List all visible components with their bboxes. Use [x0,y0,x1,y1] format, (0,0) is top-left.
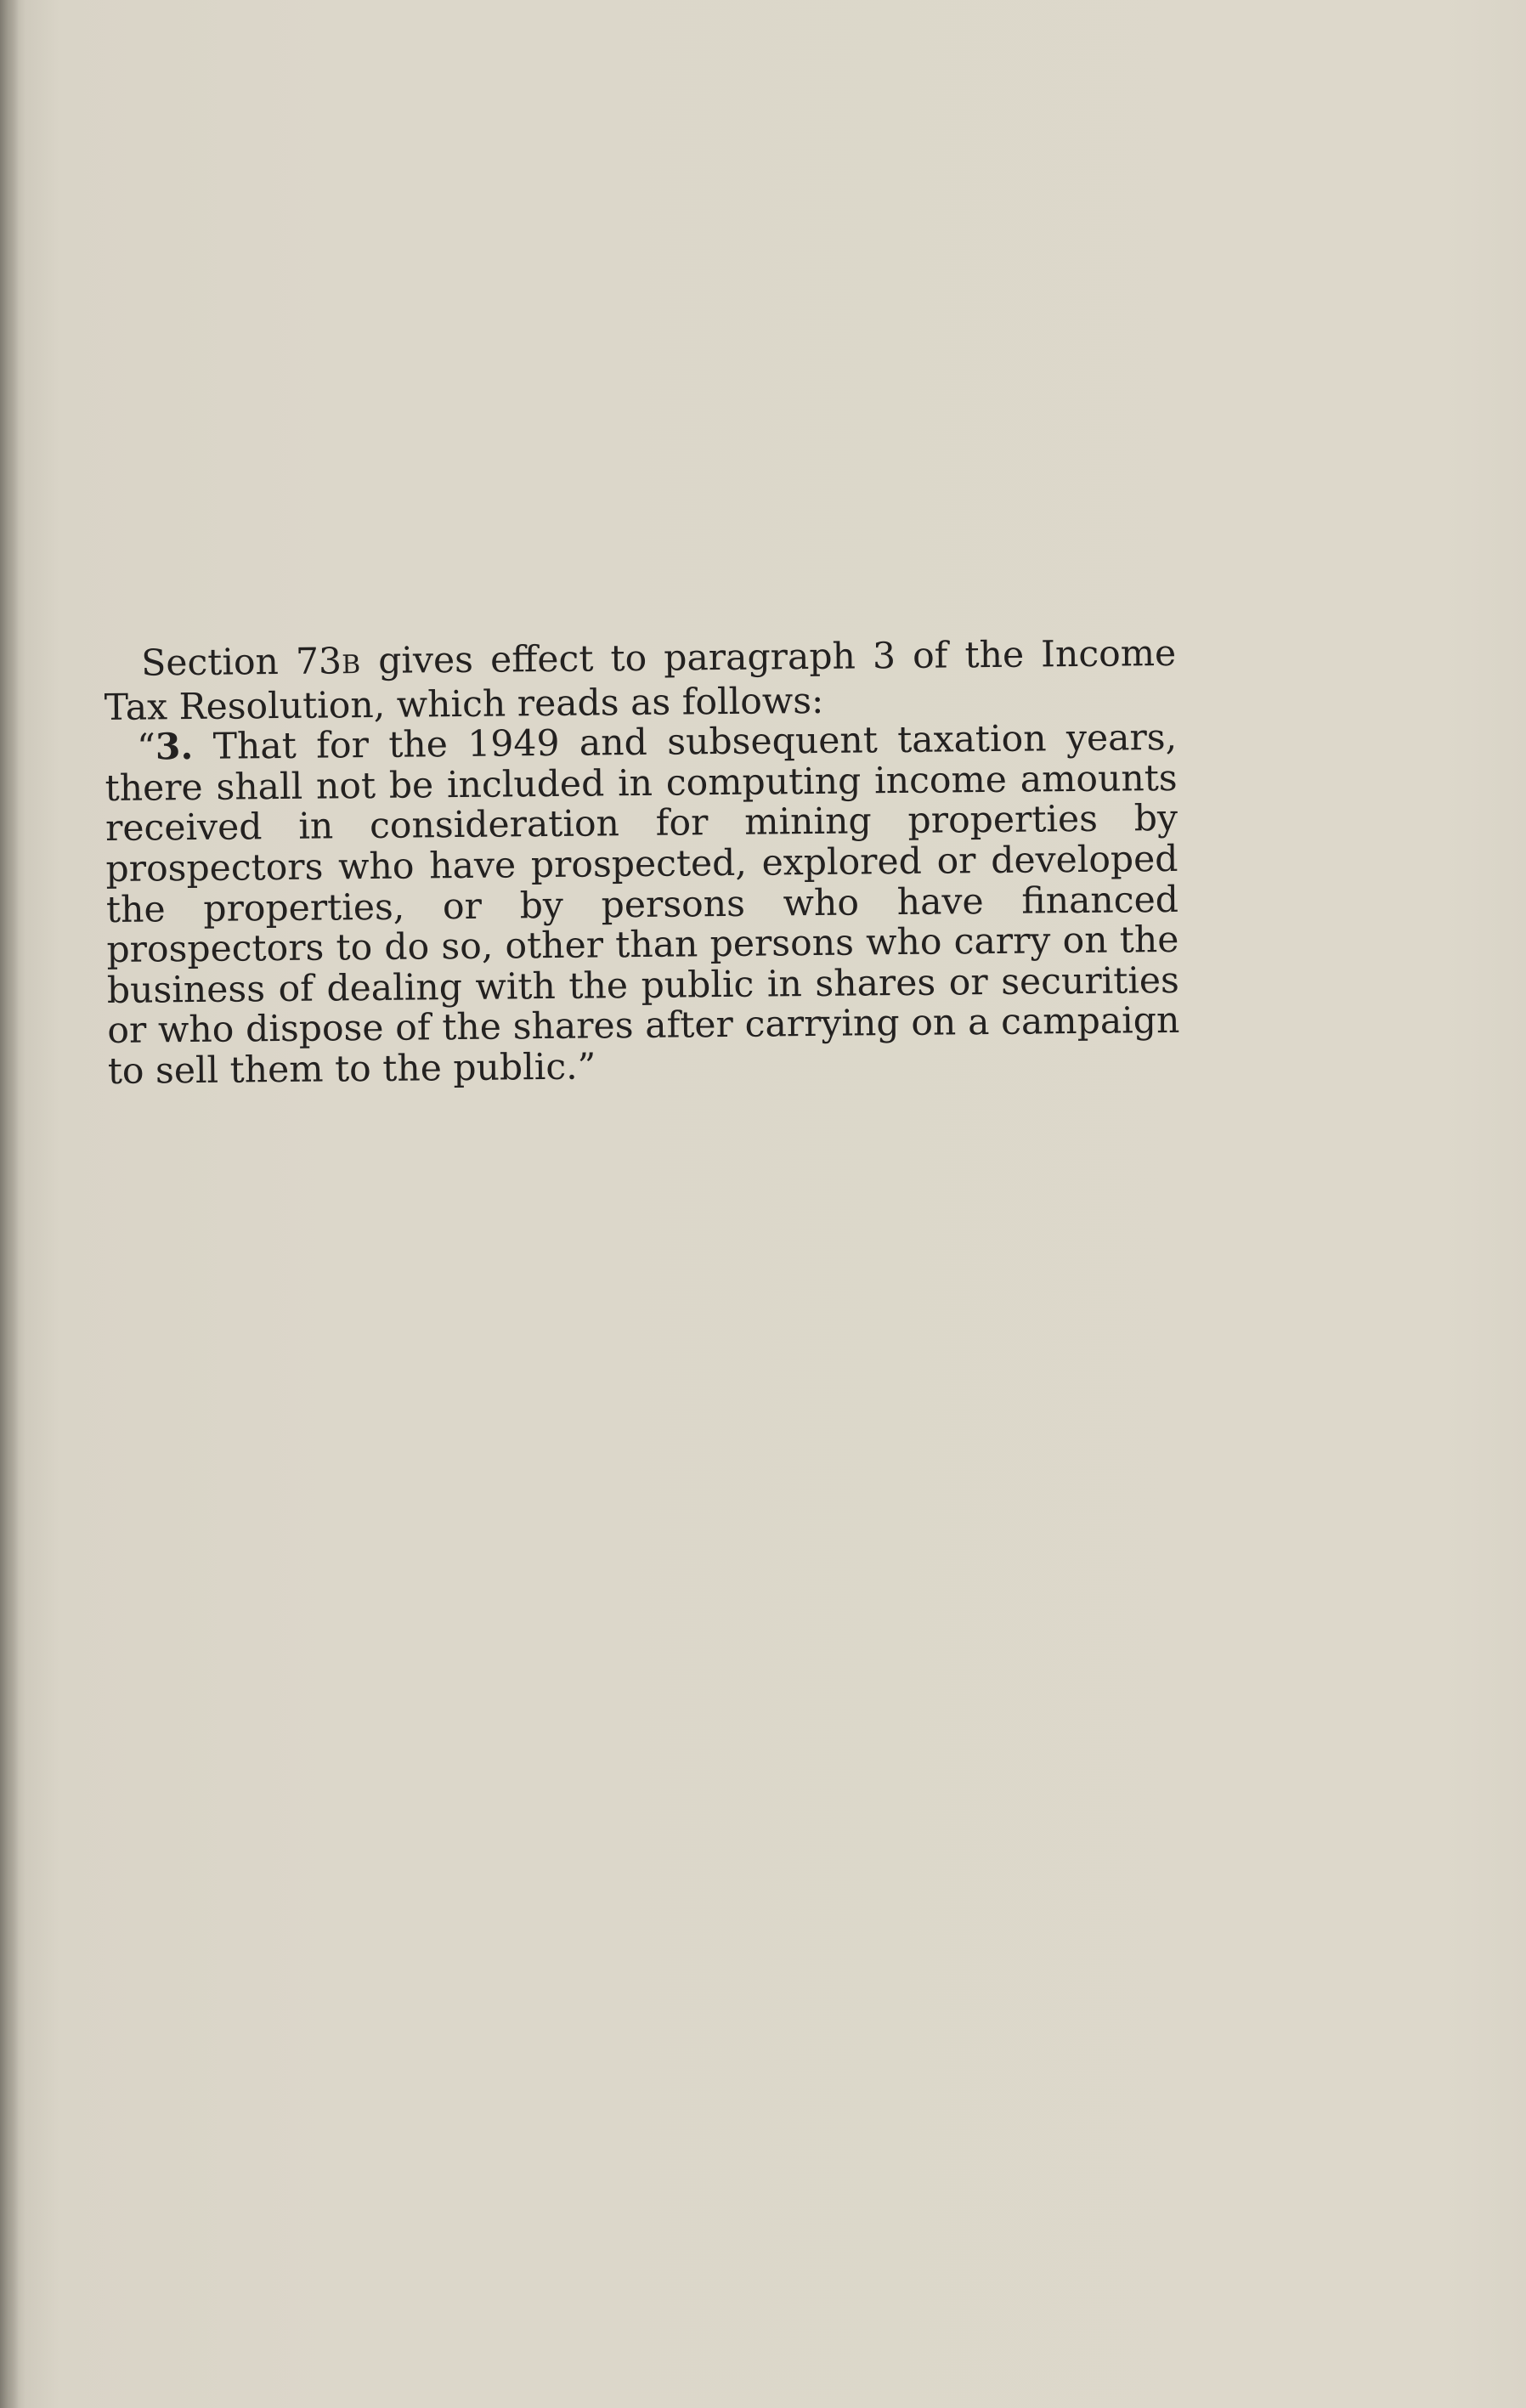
section-suffix: B [341,650,362,681]
intro-text-start: Section 73 [140,641,342,685]
main-text-block [104,634,1180,1093]
quote-text: That for the 1949 and subsequent taxation years, there shall not be included in computing income amounts received in consideration for mining properties by prospectors who have prospected, explored or developed the properties, or by persons who have financed prospectors to do so, other than persons who carry on the business of dealing with the public in shares or securities or who dispose of the shares after carrying on a campaign to sell them to the public.” [105,717,1180,1093]
intro-paragraph [104,634,1177,728]
binding-shadow [0,0,19,2408]
quoted-resolution-paragraph [105,718,1180,1092]
paragraph-number: 3. [155,726,194,769]
quote-open-mark: “ [136,726,156,769]
intro-text-end: gives effect to paragraph 3 of the Income Tax Resolution, which reads as follows: [104,632,1177,729]
